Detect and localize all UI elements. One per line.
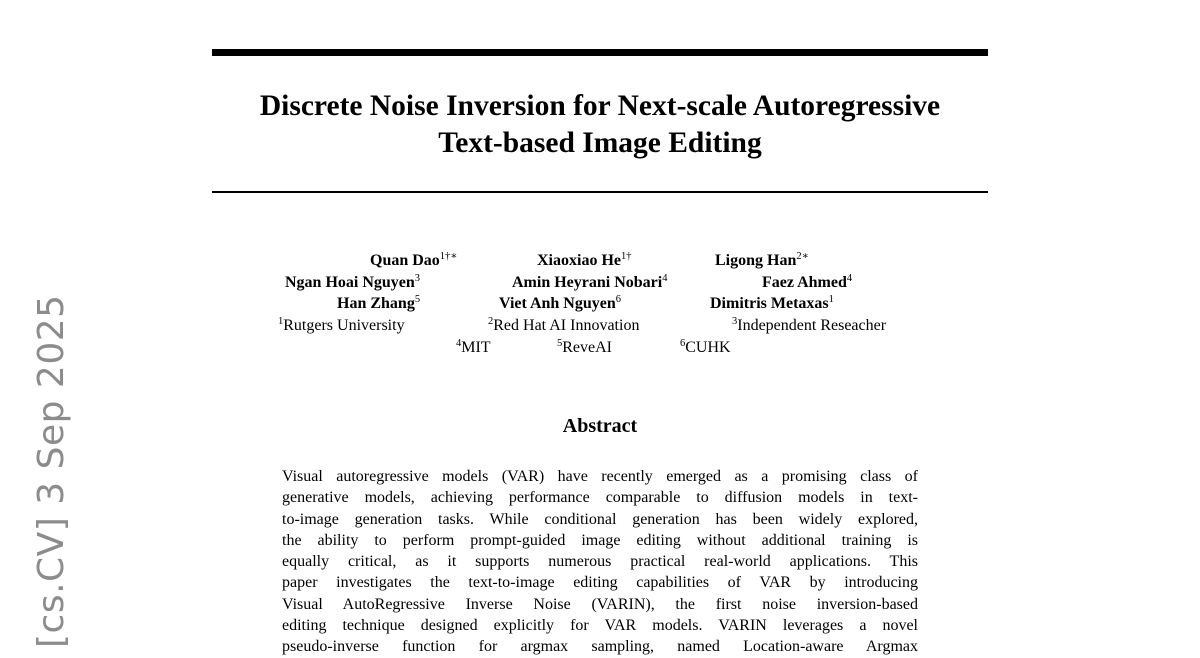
author-affiliation-mark: 5 <box>414 294 421 305</box>
title-top-rule <box>212 49 988 56</box>
affiliation-mark: 3 <box>732 316 738 327</box>
abstract-line: paper investigates the text-to-image editing capabilities of VAR by introducing <box>282 574 918 592</box>
author-name: Han Zhang <box>337 295 415 312</box>
author-row-1c <box>715 250 809 274</box>
author-name: Amin Heyrani Nobari <box>512 273 663 291</box>
author-name: Viet Anh Nguyen <box>499 295 616 312</box>
author-name: Ligong Han <box>715 252 797 269</box>
affiliation-name: Independent Reseacher <box>737 317 887 334</box>
affiliation-6 <box>680 337 731 361</box>
affiliation-name: CUHK <box>685 339 731 356</box>
author-name: Faez Ahmed <box>762 273 847 291</box>
abstract-line: Visual AutoRegressive Inverse Noise (VARIN), the first noise inversion-based <box>282 595 918 613</box>
author-row-3c <box>710 293 834 317</box>
affiliation-mark: 5 <box>557 338 563 349</box>
affiliation-1 <box>278 315 405 339</box>
author-row-2c <box>762 272 852 296</box>
author-row-1b <box>537 250 632 274</box>
abstract-heading: Abstract <box>562 415 638 437</box>
author-affiliation-mark: 1†∗ <box>439 251 458 262</box>
title-bottom-rule <box>212 191 988 193</box>
author-row-2 <box>285 272 420 296</box>
arxiv-side-stamp: [cs.CV] 3 Sep 2025 <box>31 294 72 648</box>
author-row-1 <box>370 250 457 274</box>
affiliation-2 <box>488 315 639 339</box>
author-affiliation-mark: 1† <box>621 251 632 262</box>
affiliation-name: Red Hat AI Innovation <box>493 317 640 334</box>
affiliation-mark: 2 <box>488 316 494 327</box>
author-row-3 <box>337 293 420 317</box>
author-affiliation-mark: 6 <box>615 294 622 305</box>
abstract-line: pseudo-inverse function for argmax sampling, named Location-aware Argmax <box>282 638 918 656</box>
affiliation-name: MIT <box>461 339 491 356</box>
paper-title <box>212 88 988 162</box>
affiliation-3 <box>732 315 886 339</box>
affiliation-mark: 6 <box>680 338 686 349</box>
affiliation-name: ReveAI <box>562 339 613 356</box>
abstract-line: equally critical, as it supports numerous practical real-world applications. This <box>282 553 918 571</box>
abstract-line: editing technique designed explicitly for VAR models. VARIN leverages a novel <box>282 617 918 635</box>
author-name: Dimitris Metaxas <box>710 295 829 312</box>
author-name: Ngan Hoai Nguyen <box>285 273 415 291</box>
affiliation-mark: 1 <box>278 316 284 327</box>
abstract-line: the ability to perform prompt-guided image editing without additional training is <box>282 531 918 549</box>
affiliation-mark: 4 <box>456 338 462 349</box>
author-affiliation-mark: 1 <box>828 294 834 305</box>
title-line-2: Text-based Image Editing <box>438 127 762 159</box>
author-row-3b <box>499 293 621 317</box>
affiliation-4 <box>456 337 491 361</box>
author-affiliation-mark: 4 <box>846 272 853 284</box>
author-row-2b <box>512 272 667 296</box>
affiliation-5 <box>557 337 612 361</box>
author-name: Quan Dao <box>370 252 440 269</box>
abstract-body <box>282 466 918 656</box>
affiliation-name: Rutgers University <box>283 317 405 334</box>
abstract-line: Visual autoregressive models (VAR) have recently emerged as a promising class of <box>282 468 918 485</box>
abstract-line: to-image generation tasks. While conditional generation has been widely explored, <box>282 510 918 528</box>
title-line-1: Discrete Noise Inversion for Next-scale Autoregressive <box>259 90 941 122</box>
author-affiliation-mark: 2∗ <box>796 251 809 262</box>
author-affiliation-mark: 4 <box>662 272 668 284</box>
abstract-line: generative models, achieving performance comparable to diffusion models in text- <box>282 489 918 507</box>
author-affiliation-mark: 3 <box>414 272 421 284</box>
author-name: Xiaoxiao He <box>537 252 621 269</box>
